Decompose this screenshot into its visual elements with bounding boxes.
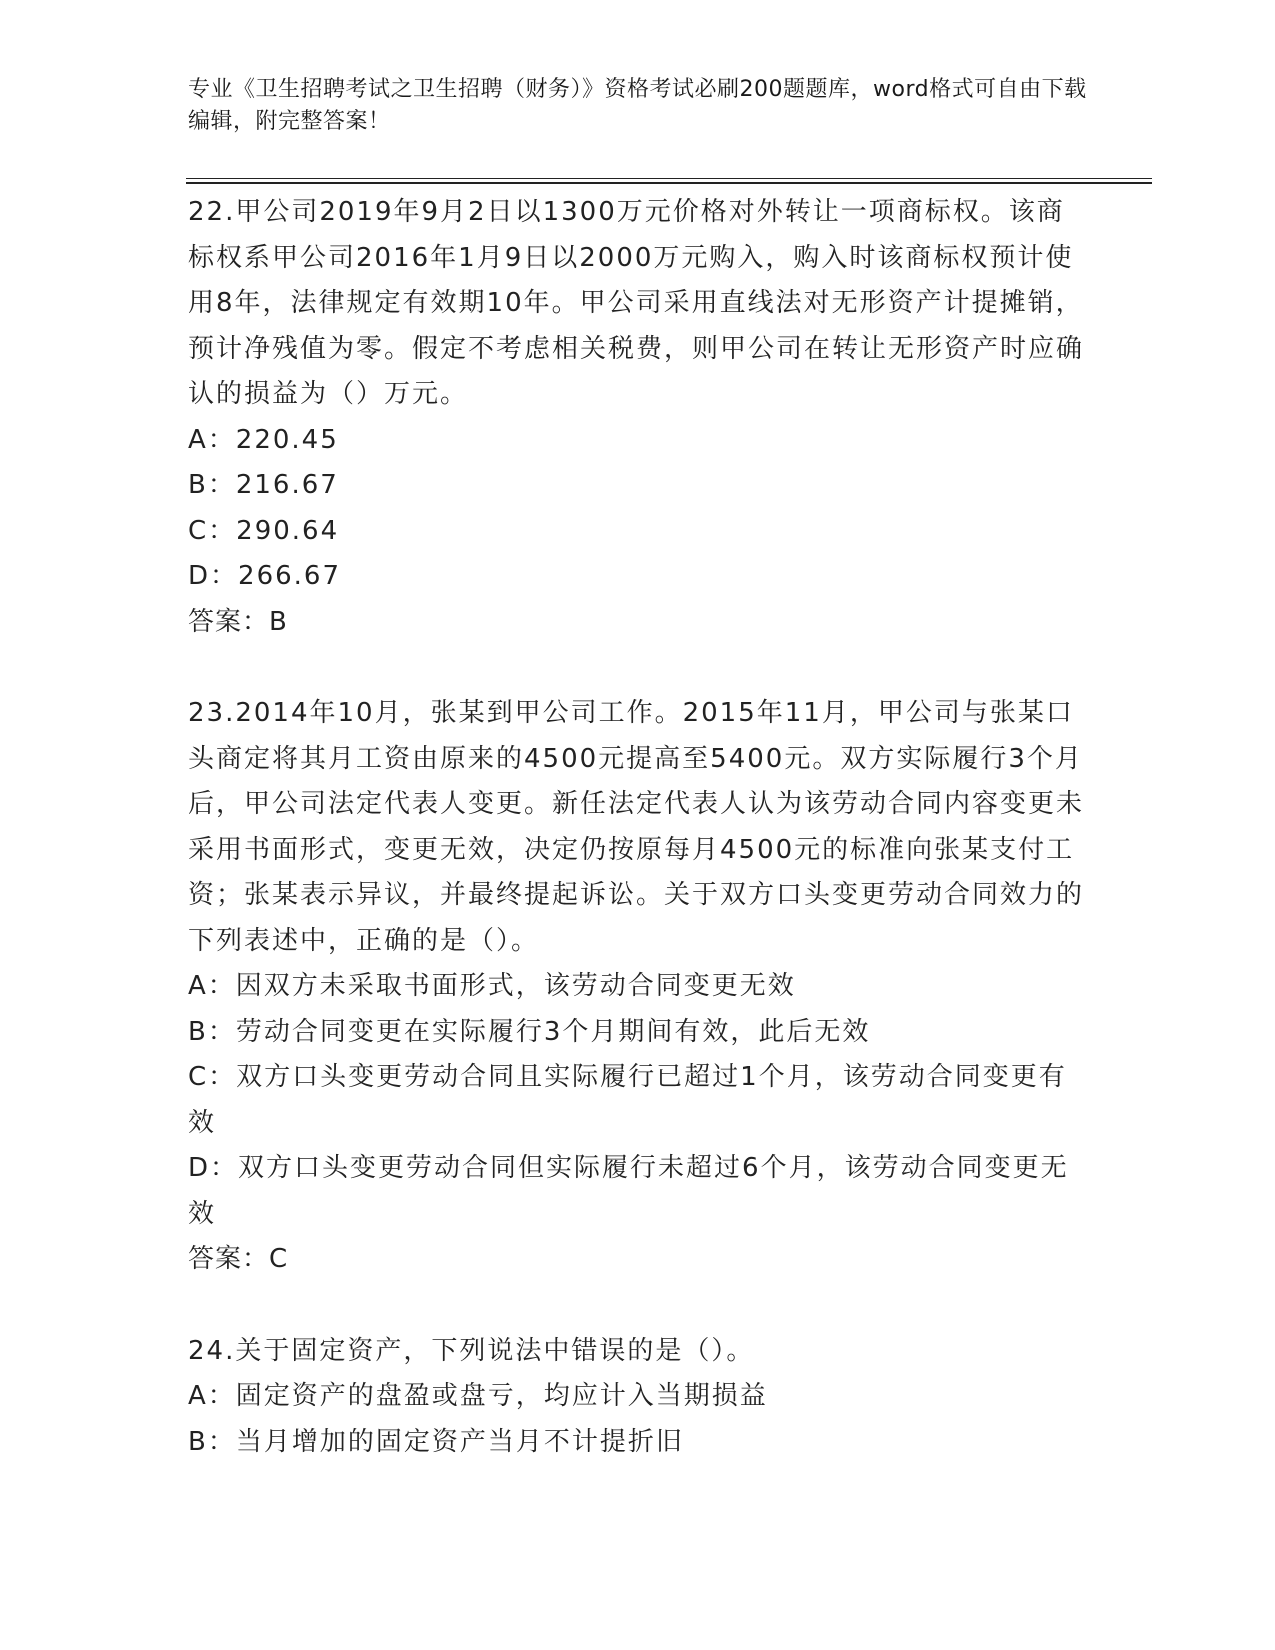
question-text: 23.2014年10月，张某到甲公司工作。2015年11月，甲公司与张某口头商定将其月工资由原来的4500元提高至5400元。双方实际履行3个月后，甲公司法定代表人变更。新任法定代表人认为该劳动合同内容变更未采用书面形式，变更无效，决定仍按原每月4500元的标准向张某支付工资；张某表示异议，并最终提起诉讼。关于双方口头变更劳动合同效力的下列表述中，正确的是（）。 xyxy=(188,698,1085,956)
question-22 xyxy=(188,190,1088,645)
answer-line: 答案：C xyxy=(188,1244,289,1274)
document-header-title: 专业《卫生招聘考试之卫生招聘（财务）》资格考试必刷200题题库，word格式可自由下载编辑，附完整答案！ xyxy=(188,77,1087,134)
question-23 xyxy=(188,691,1088,1283)
option-c: C：290.64 xyxy=(188,515,340,546)
question-spacer xyxy=(188,1283,1088,1329)
option-a: A：220.45 xyxy=(188,424,339,455)
option-a: A：固定资产的盘盈或盘亏，均应计入当期损益 xyxy=(188,1381,768,1411)
option-d: D：双方口头变更劳动合同但实际履行未超过6个月，该劳动合同变更无效 xyxy=(188,1153,1069,1229)
question-spacer xyxy=(188,645,1088,691)
question-text: 24.关于固定资产，下列说法中错误的是（）。 xyxy=(188,1335,755,1366)
option-b: B：216.67 xyxy=(188,470,339,500)
option-a: A：因双方未采取书面形式，该劳动合同变更无效 xyxy=(188,971,796,1001)
header-divider-thin xyxy=(186,178,1152,179)
option-b: B：当月增加的固定资产当月不计提折旧 xyxy=(188,1426,684,1457)
question-list xyxy=(188,190,1088,1465)
option-d: D：266.67 xyxy=(188,561,341,591)
option-b: B：劳动合同变更在实际履行3个月期间有效，此后无效 xyxy=(188,1016,871,1047)
header-divider-thick xyxy=(186,182,1152,184)
question-text: 22.甲公司2019年9月2日以1300万元价格对外转让一项商标权。该商标权系甲公司2016年1月9日以2000万元购入，购入时该商标权预计使用8年，法律规定有效期10年。甲公司采用直线法对无形资产计提摊销，预计净残值为零。假定不考虑相关税费，则甲公司在转让无形资产时应确认的损益为（）万元。 xyxy=(188,197,1085,409)
answer-line: 答案：B xyxy=(188,606,288,637)
question-24 xyxy=(188,1329,1088,1466)
option-c: C：双方口头变更劳动合同且实际履行已超过1个月，该劳动合同变更有效 xyxy=(188,1062,1067,1138)
